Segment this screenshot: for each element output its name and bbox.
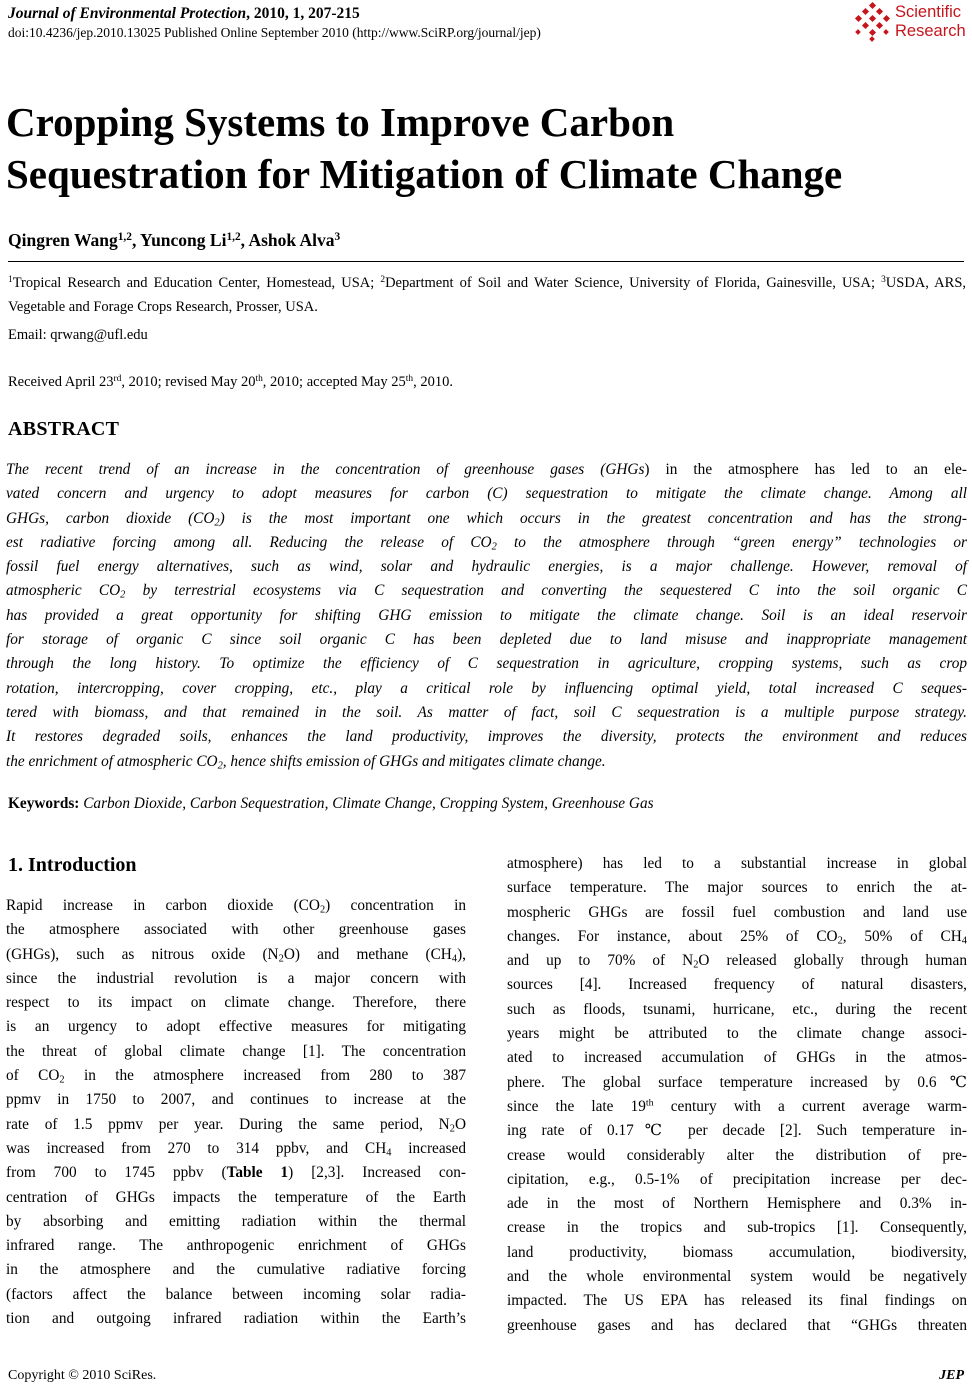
text-run: and up to 70% of N <box>507 952 694 970</box>
logo-text <box>895 3 966 41</box>
body-line: crease in the tropics and sub-tropics [1]. Consequently, <box>507 1219 967 1237</box>
body-line: is an urgency to adopt effective measures for mitigating <box>6 1018 466 1036</box>
author-2-affil: 1,2 <box>226 230 241 243</box>
body-line <box>6 1113 466 1137</box>
abstract-line: fossil fuel energy alternatives, such as wind, solar and hydraulic energies, is a major challenge. However, removal of <box>6 558 967 576</box>
abstract-line <box>6 750 967 774</box>
publisher-logo <box>853 2 971 44</box>
text-run: The recent trend of an increase in the concentration of greenhouse gases ( <box>6 461 606 478</box>
logo-line-2: Research <box>895 22 966 40</box>
text-run: increased <box>391 1139 467 1157</box>
text-run: since the late 19 <box>507 1097 646 1115</box>
scientific-research-logo-icon <box>853 2 893 44</box>
subscript: 4 <box>386 1147 392 1159</box>
affil-1: Tropical Research and Education Center, Homestead, USA; <box>12 275 381 291</box>
body-line: land productivity, biomass accumulation, biodiversity, <box>507 1243 967 1261</box>
body-line: by absorbing and emitting radiation within the thermal <box>6 1212 466 1230</box>
journal-citation <box>8 4 360 23</box>
body-line <box>507 925 967 949</box>
body-line: sources [4]. Increased frequency of natural disasters, <box>507 976 967 994</box>
accepted-year: , 2010. <box>413 374 453 390</box>
body-line <box>6 894 466 918</box>
received-text: Received April 23 <box>8 374 114 390</box>
author-list <box>8 230 340 251</box>
subscript: 2 <box>278 953 284 965</box>
affiliations <box>8 271 966 319</box>
paper-title <box>6 96 966 200</box>
body-line <box>6 1161 466 1185</box>
body-line: ade in the most of Northern Hemisphere and 0.3% in- <box>507 1195 967 1213</box>
text-run: O <box>454 1115 466 1133</box>
affil-2: Department of Soil and Water Science, University of Florida, Gainesville, USA; <box>385 275 882 291</box>
title-line-2: Sequestration for Mitigation of Climate Change <box>6 151 843 197</box>
journal-name: Journal of Environmental Protection <box>8 5 247 22</box>
abstract-heading: ABSTRACT <box>8 418 120 440</box>
text-run: O) and methane (CH <box>283 945 452 963</box>
abstract-body <box>6 458 967 774</box>
body-line: respect to its impact on climate change. Therefore, there <box>6 994 466 1012</box>
text-run: (GHGs), such as nitrous oxide (N <box>6 945 279 963</box>
abstract-line <box>6 579 967 603</box>
text-run: Rapid increase in carbon dioxide (CO <box>6 897 320 914</box>
subscript: 4 <box>451 953 458 965</box>
keywords-colon: : <box>74 795 84 812</box>
abstract-line <box>6 482 967 506</box>
text-run: , hence shifts emission of GHGs and mitigates climate change. <box>222 752 606 770</box>
body-line: phere. The global surface temperature increased by 0.6℃ <box>507 1073 967 1091</box>
body-line <box>507 1095 967 1119</box>
footer-journal: JEP <box>939 1368 964 1383</box>
text-run: in the atmosphere increased from 280 to 387 <box>64 1067 466 1085</box>
text-run: CO <box>193 509 215 527</box>
body-line: surface temperature. The major sources to enrich the at- <box>507 879 967 897</box>
text-run: ) concentration in <box>325 897 466 914</box>
text-run: est radiative forcing among all. Reducing the release of CO <box>6 533 492 551</box>
contact-email: Email: qrwang@ufl.edu <box>8 327 148 343</box>
body-line: in the atmosphere and the cumulative radiative forcing <box>6 1261 466 1279</box>
text-run: to the atmosphere through “green energy” technologies or <box>496 533 967 551</box>
title-line-1: Cropping Systems to Improve Carbon <box>6 99 675 145</box>
body-line <box>6 1137 466 1161</box>
body-line: the atmosphere associated with other greenhouse gases <box>6 921 466 939</box>
subscript: 2 <box>693 959 699 971</box>
text-run: was increased from 270 to 314 ppbv, and CH <box>6 1139 387 1157</box>
subscript: 4 <box>961 935 967 947</box>
text-run: ) sequestration to mitigate the climate change. Among all <box>502 485 967 503</box>
subscript: 2 <box>837 935 843 947</box>
abstract-line: rotation, intercropping, cover cropping, etc., play a critical role by influencing optimal yield, total increased C seques- <box>6 679 967 697</box>
date-suffix: th <box>405 373 414 384</box>
keywords <box>8 795 654 813</box>
date-suffix: rd <box>113 373 122 384</box>
abstract-line <box>6 458 967 482</box>
text-run: ), <box>457 945 466 963</box>
text-run: ) is the most important one which occurs in the greatest concentration and has the strong- <box>219 509 967 527</box>
abstract-line <box>6 531 967 555</box>
section-heading: 1. Introduction <box>8 854 137 876</box>
body-line: atmosphere) has led to a substantial increase in global <box>507 855 967 872</box>
logo-line-1: Scientific <box>895 3 962 21</box>
intro-left-column <box>6 894 466 1331</box>
body-line: impacted. The US EPA has released its final findings on <box>507 1292 967 1310</box>
body-line: ppmv in 1750 to 2007, and continues to increase at the <box>6 1091 466 1109</box>
accepted-text: , 2010; accepted May 25 <box>262 374 406 390</box>
text-run: O released globally through human <box>698 952 967 970</box>
subscript: 2 <box>59 1074 65 1086</box>
text-run: rate of 1.5 ppmv per year. During the same period, N <box>6 1115 450 1133</box>
affil-marker: 2 <box>380 274 386 285</box>
body-line <box>6 943 466 967</box>
abstract-line: tered with biomass, and that remained in the soil. As matter of fact, soil C sequestration is a multiple purpose strategy. <box>6 703 967 721</box>
revised-text: , 2010; revised May 20 <box>121 374 256 390</box>
body-line: centration of GHGs impacts the temperature of the Earth <box>6 1188 466 1206</box>
author-3: Ashok Alva <box>248 230 335 250</box>
text-run: ) [2,3]. Increased con- <box>288 1164 467 1182</box>
text-run: from 700 to 1745 ppbv ( <box>6 1164 227 1182</box>
keywords-values: Carbon Dioxide, Carbon Sequestration, Climate Change, Cropping System, Greenhouse Gas <box>83 795 654 812</box>
doi-line: doi:10.4236/jep.2010.13025 Published Online September 2010 (http://www.SciRP.org/journal/jep) <box>8 25 541 40</box>
superscript: th <box>645 1097 654 1109</box>
author-separator: , <box>131 230 141 250</box>
body-line: infrared range. The anthropogenic enrichment of GHGs <box>6 1237 466 1255</box>
body-line: cipitation, e.g., 0.5-1% of precipitation increase per dec- <box>507 1170 967 1188</box>
text-run: ) in the atmosphere has led to an ele- <box>644 461 967 478</box>
journal-volume: , 2010, 1, 207-215 <box>246 5 360 22</box>
text-run: atmospheric CO <box>6 582 121 600</box>
table-ref: Table 1 <box>226 1164 289 1182</box>
abstract-line <box>6 507 967 531</box>
body-line: such as floods, tsunami, hurricane, etc., during the recent <box>507 1000 967 1018</box>
text-run: changes. For instance, about 25% of CO <box>507 927 838 945</box>
keywords-label: Keywords <box>8 795 75 812</box>
text-run: GHGs <box>6 509 46 527</box>
body-line: the threat of global climate change [1]. The concentration <box>6 1042 466 1060</box>
text-run: vated concern and urgency to adopt measures for carbon ( <box>6 485 493 503</box>
body-line: since the industrial revolution is a major concern with <box>6 969 466 987</box>
text-run: century with a current average warm- <box>653 1097 967 1115</box>
subscript: 2 <box>449 1123 455 1135</box>
subscript: 2 <box>491 541 497 553</box>
body-line <box>6 1064 466 1088</box>
subscript: 2 <box>217 760 223 772</box>
author-3-affil: 3 <box>334 230 341 243</box>
abstract-line: has provided a great opportunity for shifting GHG emission to mitigate the climate change. Soil is an ideal reservoir <box>6 606 967 624</box>
subscript: 2 <box>214 517 220 529</box>
footer-copyright: Copyright © 2010 SciRes. <box>8 1368 157 1383</box>
body-line <box>507 949 967 973</box>
body-line: ated to increased accumulation of GHGs in the atmos- <box>507 1049 967 1067</box>
body-line: and the whole environmental system would be negatively <box>507 1268 967 1286</box>
author-1: Qingren Wang <box>8 230 118 250</box>
affil-marker: 1 <box>8 274 13 285</box>
author-1-affil: 1,2 <box>117 230 132 243</box>
affil-3: USDA, ARS, Vegetable and Forage Crops Research, Prosser, USA. <box>8 275 967 315</box>
body-line: crease would considerably alter the distribution of pre- <box>507 1146 967 1164</box>
text-run: GHGs <box>605 461 645 478</box>
abstract-line: for storage of organic C since soil organic C has been depleted due to land misuse and inappropriate management <box>6 631 967 649</box>
body-line: ing rate of 0.17℃ per decade [2]. Such temperature in- <box>507 1122 967 1140</box>
intro-right-column <box>507 852 967 1338</box>
text-run: , 50% of CH <box>842 927 962 945</box>
date-suffix: th <box>255 373 263 384</box>
body-line: years might be attributed to the climate change associ- <box>507 1025 967 1043</box>
header-rule <box>8 261 964 262</box>
author-2: Yuncong Li <box>140 230 227 250</box>
text-run: of CO <box>6 1067 60 1085</box>
text-run: C <box>492 485 503 503</box>
abstract-line: It restores degraded soils, enhances the land productivity, improves the diversity, protects the environment and reduces <box>6 728 967 746</box>
body-line: (factors affect the balance between incoming solar radia- <box>6 1285 466 1303</box>
abstract-line: through the long history. To optimize the efficiency of C sequestration in agriculture, cropping systems, such as crop <box>6 655 967 673</box>
received-dates <box>8 370 453 394</box>
subscript: 2 <box>319 904 326 916</box>
affil-marker: 3 <box>881 274 886 285</box>
text-run: , carbon dioxide ( <box>45 509 194 527</box>
text-run: the enrichment of atmospheric CO <box>6 752 218 770</box>
body-line: tion and outgoing infrared radiation within the Earth’s <box>6 1310 466 1328</box>
text-run: by terrestrial ecosystems via C sequestration and converting the sequestered C into the soil organic C <box>125 582 967 600</box>
subscript: 2 <box>120 590 126 602</box>
author-separator: , <box>240 230 249 250</box>
body-line: greenhouse gases and has declared that “GHGs threaten <box>507 1316 967 1334</box>
body-line: mospheric GHGs are fossil fuel combustion and land use <box>507 903 967 921</box>
